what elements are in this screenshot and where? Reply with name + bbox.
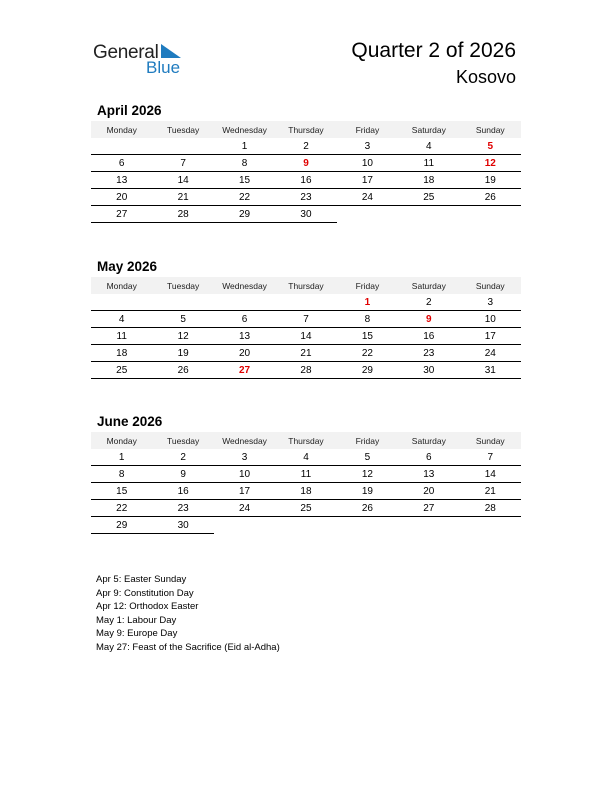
- calendar-table: [91, 432, 521, 534]
- day-cell: 18: [91, 345, 152, 362]
- week-row: [91, 189, 521, 206]
- day-cell: 24: [337, 189, 398, 206]
- day-cell: 27: [398, 500, 459, 517]
- day-cell: 22: [214, 189, 275, 206]
- day-cell: 17: [337, 172, 398, 189]
- month-title: April 2026: [97, 103, 162, 118]
- weekday-header: Sunday: [460, 121, 521, 138]
- week-row: [91, 449, 521, 466]
- day-cell: 23: [398, 345, 459, 362]
- day-cell: 6: [398, 449, 459, 466]
- holiday-note: May 9: Europe Day: [96, 628, 178, 639]
- country-name: Kosovo: [455, 67, 516, 87]
- day-cell: 11: [398, 155, 459, 172]
- month-title: May 2026: [97, 259, 158, 274]
- day-cell: 21: [152, 189, 213, 206]
- day-cell: 3: [460, 294, 521, 311]
- weekday-header: Wednesday: [214, 121, 275, 138]
- empty-day-cell: [398, 206, 459, 223]
- holiday-note: Apr 9: Constitution Day: [96, 587, 194, 599]
- weekday-header: Saturday: [398, 432, 459, 449]
- week-row: [91, 155, 521, 172]
- day-cell: 15: [91, 483, 152, 500]
- day-cell: 21: [275, 345, 336, 362]
- empty-day-cell: [398, 517, 459, 534]
- holiday-day-cell: 9: [398, 311, 459, 328]
- day-cell: 7: [152, 155, 213, 172]
- day-cell: 24: [214, 500, 275, 517]
- weekday-header: Monday: [91, 277, 152, 294]
- day-cell: 28: [152, 206, 213, 223]
- day-cell: 24: [460, 345, 521, 362]
- weekday-header: Monday: [91, 121, 152, 138]
- day-cell: 23: [152, 500, 213, 517]
- weekday-header: Tuesday: [152, 121, 213, 138]
- day-cell: 1: [91, 449, 152, 466]
- calendar-table: [91, 121, 521, 223]
- empty-day-cell: [460, 517, 521, 534]
- weekday-header: Sunday: [460, 277, 521, 294]
- empty-day-cell: [275, 294, 336, 311]
- empty-day-cell: [91, 138, 152, 155]
- calendar-body: [91, 294, 521, 379]
- day-cell: 28: [460, 500, 521, 517]
- day-cell: 16: [275, 172, 336, 189]
- day-cell: 20: [398, 483, 459, 500]
- week-row: [91, 345, 521, 362]
- weekday-header-row: [91, 432, 521, 449]
- empty-day-cell: [214, 294, 275, 311]
- weekday-header: Tuesday: [152, 277, 213, 294]
- day-cell: 11: [275, 466, 336, 483]
- day-cell: 3: [337, 138, 398, 155]
- logo-blue-text: Blue: [146, 58, 181, 77]
- day-cell: 6: [214, 311, 275, 328]
- weekday-header-row: [91, 121, 521, 138]
- day-cell: 2: [275, 138, 336, 155]
- day-cell: 4: [398, 138, 459, 155]
- month-june: [91, 414, 521, 534]
- day-cell: 20: [91, 189, 152, 206]
- day-cell: 15: [214, 172, 275, 189]
- day-cell: 28: [275, 362, 336, 379]
- weekday-header: Friday: [337, 432, 398, 449]
- weekday-header: Wednesday: [214, 277, 275, 294]
- day-cell: 26: [460, 189, 521, 206]
- month-title: June 2026: [97, 414, 163, 429]
- day-cell: 19: [460, 172, 521, 189]
- weekday-header: Monday: [91, 432, 152, 449]
- weekday-header: Thursday: [275, 121, 336, 138]
- weekday-header: Tuesday: [152, 432, 213, 449]
- day-cell: 4: [91, 311, 152, 328]
- week-row: [91, 500, 521, 517]
- weekday-header: Saturday: [398, 121, 459, 138]
- day-cell: 14: [152, 172, 213, 189]
- day-cell: 14: [460, 466, 521, 483]
- day-cell: 9: [152, 466, 213, 483]
- day-cell: 27: [91, 206, 152, 223]
- empty-day-cell: [337, 517, 398, 534]
- weekday-header: Thursday: [275, 432, 336, 449]
- day-cell: 7: [275, 311, 336, 328]
- holiday-note: May 27: Feast of the Sacrifice (Eid al-Adha): [96, 641, 280, 653]
- day-cell: 19: [337, 483, 398, 500]
- empty-day-cell: [214, 517, 275, 534]
- empty-day-cell: [152, 138, 213, 155]
- day-cell: 16: [398, 328, 459, 345]
- day-cell: 30: [275, 206, 336, 223]
- weekday-header: Wednesday: [214, 432, 275, 449]
- week-row: [91, 311, 521, 328]
- day-cell: 25: [91, 362, 152, 379]
- day-cell: 26: [337, 500, 398, 517]
- day-cell: 25: [275, 500, 336, 517]
- week-row: [91, 172, 521, 189]
- calendar-table: [91, 277, 521, 379]
- day-cell: 20: [214, 345, 275, 362]
- week-row: [91, 362, 521, 379]
- week-row: [91, 328, 521, 345]
- day-cell: 2: [398, 294, 459, 311]
- day-cell: 18: [398, 172, 459, 189]
- day-cell: 8: [91, 466, 152, 483]
- day-cell: 30: [398, 362, 459, 379]
- holiday-day-cell: 27: [214, 362, 275, 379]
- day-cell: 22: [91, 500, 152, 517]
- day-cell: 8: [337, 311, 398, 328]
- day-cell: 11: [91, 328, 152, 345]
- holiday-day-cell: 9: [275, 155, 336, 172]
- day-cell: 17: [214, 483, 275, 500]
- day-cell: 29: [337, 362, 398, 379]
- weekday-header-row: [91, 277, 521, 294]
- day-cell: 10: [460, 311, 521, 328]
- weekday-header: Friday: [337, 277, 398, 294]
- day-cell: 26: [152, 362, 213, 379]
- day-cell: 17: [460, 328, 521, 345]
- day-cell: 10: [214, 466, 275, 483]
- page-title: Quarter 2 of 2026: [351, 39, 516, 62]
- day-cell: 19: [152, 345, 213, 362]
- day-cell: 13: [214, 328, 275, 345]
- holiday-notes: [96, 573, 280, 654]
- holiday-note: May 1: Labour Day: [96, 614, 177, 626]
- day-cell: 4: [275, 449, 336, 466]
- empty-day-cell: [152, 294, 213, 311]
- weekday-header: Friday: [337, 121, 398, 138]
- calendar-body: [91, 138, 521, 223]
- generalblue-logo: [93, 42, 193, 78]
- day-cell: 21: [460, 483, 521, 500]
- empty-day-cell: [337, 206, 398, 223]
- day-cell: 23: [275, 189, 336, 206]
- holiday-note: Apr 12: Orthodox Easter: [96, 601, 199, 612]
- day-cell: 7: [460, 449, 521, 466]
- holiday-note: Apr 5: Easter Sunday: [96, 574, 187, 585]
- weekday-header: Sunday: [460, 432, 521, 449]
- day-cell: 12: [152, 328, 213, 345]
- month-april: [91, 103, 521, 223]
- empty-day-cell: [275, 517, 336, 534]
- week-row: [91, 294, 521, 311]
- day-cell: 15: [337, 328, 398, 345]
- day-cell: 6: [91, 155, 152, 172]
- calendar-body: [91, 449, 521, 534]
- day-cell: 13: [398, 466, 459, 483]
- month-may: [91, 259, 521, 379]
- day-cell: 18: [275, 483, 336, 500]
- day-cell: 13: [91, 172, 152, 189]
- day-cell: 25: [398, 189, 459, 206]
- day-cell: 29: [91, 517, 152, 534]
- day-cell: 29: [214, 206, 275, 223]
- day-cell: 5: [152, 311, 213, 328]
- empty-day-cell: [91, 294, 152, 311]
- day-cell: 14: [275, 328, 336, 345]
- day-cell: 3: [214, 449, 275, 466]
- empty-day-cell: [460, 206, 521, 223]
- weekday-header: Saturday: [398, 277, 459, 294]
- weekday-header: Thursday: [275, 277, 336, 294]
- day-cell: 10: [337, 155, 398, 172]
- holiday-day-cell: 5: [460, 138, 521, 155]
- day-cell: 1: [214, 138, 275, 155]
- holiday-day-cell: 1: [337, 294, 398, 311]
- holiday-day-cell: 12: [460, 155, 521, 172]
- day-cell: 22: [337, 345, 398, 362]
- day-cell: 16: [152, 483, 213, 500]
- logo-general-text: General: [93, 42, 159, 63]
- week-row: [91, 517, 521, 534]
- day-cell: 5: [337, 449, 398, 466]
- day-cell: 31: [460, 362, 521, 379]
- week-row: [91, 483, 521, 500]
- week-row: [91, 466, 521, 483]
- week-row: [91, 138, 521, 155]
- day-cell: 30: [152, 517, 213, 534]
- day-cell: 8: [214, 155, 275, 172]
- day-cell: 12: [337, 466, 398, 483]
- day-cell: 2: [152, 449, 213, 466]
- week-row: [91, 206, 521, 223]
